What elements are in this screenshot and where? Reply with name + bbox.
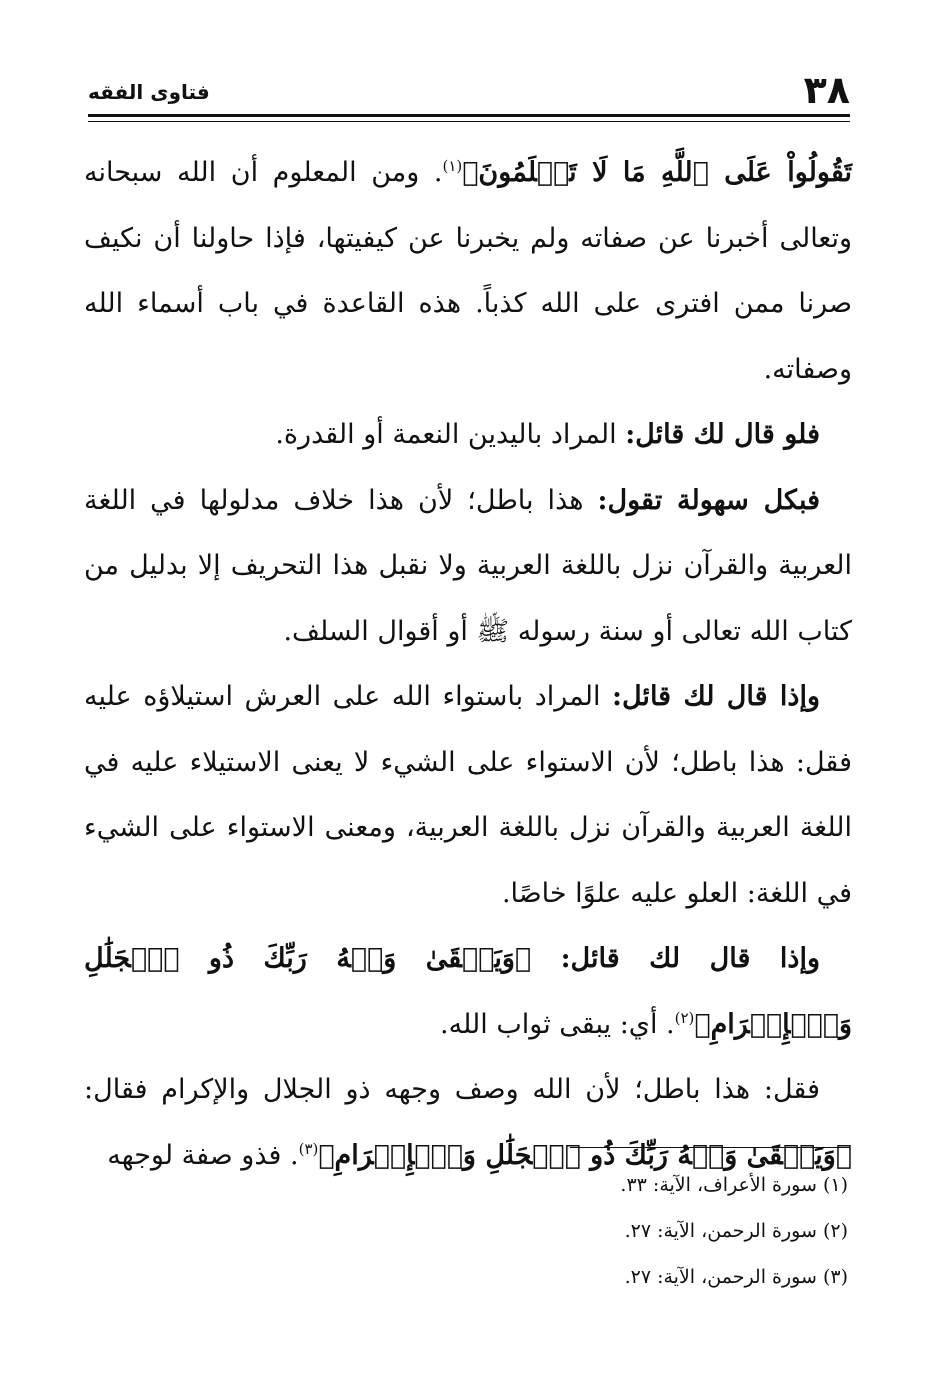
header-rule-thin <box>88 121 850 122</box>
paragraph-3 <box>84 468 852 665</box>
page-number: ٣٨ <box>803 68 850 112</box>
paragraph-5 <box>84 926 852 1057</box>
paragraph-lead: وإذا قال لك قائل: <box>612 681 820 712</box>
footnotes <box>470 1162 848 1300</box>
paragraph-text: المراد باليدين النعمة أو القدرة. <box>275 419 626 450</box>
paragraph-text: . ومن المعلوم أن الله سبحانه وتعالى أخبرنا عن صفاته ولم يخبرنا عن كيفيتها، فإذا حاولنا أن نكيف صرنا ممن افترى على الله كذباً. هذه القاعدة في باب أسماء الله وصفاته. <box>84 157 852 385</box>
paragraph-tail: . فذو صفة لوجهه <box>107 1139 299 1171</box>
paragraph-lead: فلو قال لك قائل: <box>625 419 820 450</box>
quran-verse: تَقُولُواْ عَلَى ٱللَّهِ مَا لَا تَعۡلَمُونَ﴾ <box>462 157 853 188</box>
footnote-2: (٢) سورة الرحمن، الآية: ٢٧. <box>624 1220 848 1242</box>
paragraph-lead: وإذا قال لك قائل: <box>560 943 820 974</box>
footnote-ref: (٣) <box>298 1139 319 1158</box>
page-header <box>88 70 850 114</box>
paragraph-1 <box>84 140 852 402</box>
footnote-rule <box>570 1147 850 1148</box>
paragraph-4 <box>84 664 852 926</box>
quran-verse: ﴿وَيَبۡقَىٰ وَجۡهُ رَبِّكَ ذُو ٱلۡجَلَٰلِ وَٱلۡإِكۡرَامِ﴾ <box>84 943 852 1040</box>
paragraph-text: المراد باستواء الله على العرش استيلاؤه عليه فقل: هذا باطل؛ لأن الاستواء على الشيء لا يعنى الاستيلاء عليه في اللغة العربية والقرآن نزل باللغة العربية، ومعنى الاستواء على الشيء في اللغة: العلو عليه علوًا خاصًا. <box>84 681 852 909</box>
running-header-title: فتاوى الفقه <box>88 80 210 104</box>
paragraph-text: هذا باطل؛ لأن هذا خلاف مدلولها في اللغة العربية والقرآن نزل باللغة العربية ولا نقبل هذا التحريف إلا بدليل من كتاب الله تعالى أو سنة رسوله ﷺ أو أقوال السلف. <box>84 484 852 647</box>
footnote-ref: (٢) <box>674 1008 695 1027</box>
footnote-1: (١) سورة الأعراف، الآية: ٣٣. <box>620 1174 848 1196</box>
footnote-3: (٣) سورة الرحمن، الآية: ٢٧. <box>624 1266 848 1288</box>
paragraph-text: . أي: يبقى ثواب الله. <box>440 1008 675 1040</box>
paragraph-text: فقل: هذا باطل؛ لأن الله وصف وجهه ذو الجلال والإكرام فقال: <box>84 1074 820 1105</box>
body-text <box>84 140 852 1188</box>
footnote-ref: (١) <box>442 157 463 175</box>
paragraph-2 <box>84 402 852 468</box>
quran-verse: ﴿وَيَبۡقَىٰ وَجۡهُ رَبِّكَ ذُو ٱلۡجَلَٰلِ وَٱلۡإِكۡرَامِ﴾ <box>318 1139 852 1171</box>
header-rule <box>88 114 850 117</box>
paragraph-lead: فبكل سهولة تقول: <box>597 484 820 516</box>
